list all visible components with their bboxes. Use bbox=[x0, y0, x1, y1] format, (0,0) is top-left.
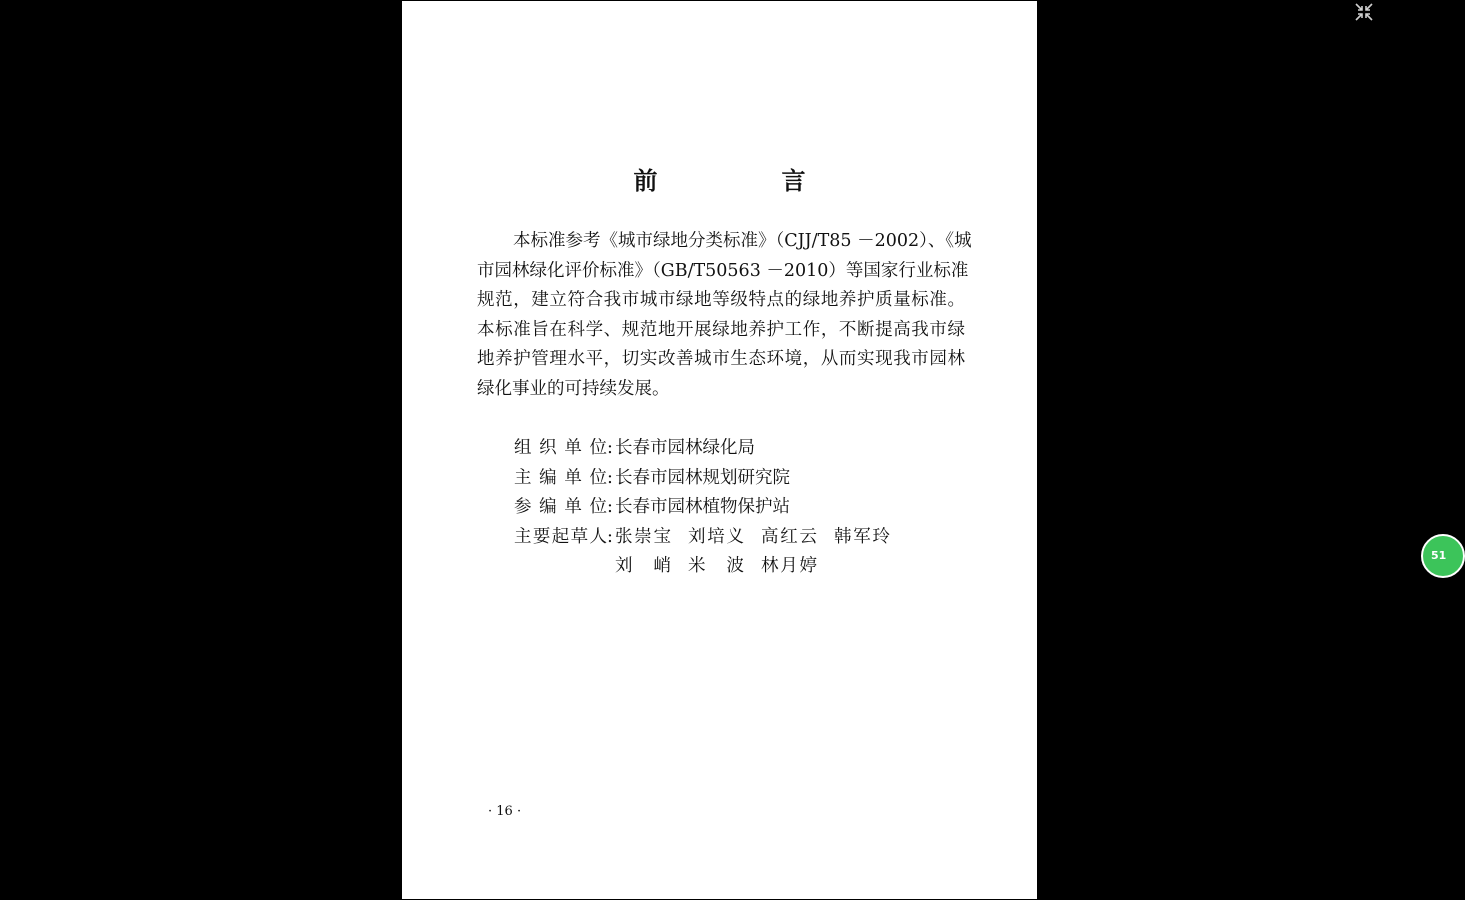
organization-label: 主编单位: bbox=[514, 467, 613, 488]
compress-icon bbox=[1354, 2, 1374, 22]
paragraph-line: 本标准参考《城市绿地分类标准》（CJJ/T85 －2002）、《城 bbox=[513, 231, 972, 251]
organization-value: 长春市园林绿化局 bbox=[615, 438, 755, 458]
document-page bbox=[402, 1, 1037, 899]
organization-label: 参编单位: bbox=[514, 497, 613, 518]
paragraph-line: 市园林绿化评价标准》（GB/T50563 －2010）等国家行业标准 bbox=[477, 260, 969, 281]
organization-value: 长春市园林植物保护站 bbox=[615, 497, 790, 518]
drafter-names bbox=[615, 523, 907, 582]
drafter-name: 刘培义 bbox=[688, 526, 744, 547]
drafter-name: 张崇宝 bbox=[615, 526, 671, 547]
exit-fullscreen-button[interactable] bbox=[1354, 2, 1374, 22]
organization-row bbox=[514, 434, 907, 464]
organization-row bbox=[514, 493, 907, 523]
drafters-row bbox=[514, 523, 907, 582]
organization-label: 组织单位: bbox=[514, 438, 613, 458]
drafter-name: 林月婷 bbox=[761, 556, 817, 577]
organization-row bbox=[514, 464, 907, 494]
drafters-label: 主要起草人: bbox=[514, 526, 613, 547]
drafter-name: 高红云 bbox=[761, 526, 817, 547]
page-title: 前 言 bbox=[633, 166, 856, 195]
preface-paragraph bbox=[477, 227, 972, 405]
paragraph-line: 本标准旨在科学、规范地开展绿地养护工作，不断提高我市绿 bbox=[477, 319, 965, 340]
paragraph-line: 规范，建立符合我市城市绿地等级特点的绿地养护质量标准。 bbox=[477, 290, 965, 311]
organization-list bbox=[514, 434, 907, 582]
paragraph-line: 地养护管理水平，切实改善城市生态环境，从而实现我市园林 bbox=[477, 349, 965, 370]
page-count-badge[interactable]: 51 bbox=[1421, 534, 1465, 578]
organization-value: 长春市园林规划研究院 bbox=[615, 467, 790, 488]
page-number: · 16 · bbox=[488, 804, 522, 819]
drafter-name: 刘 峭 bbox=[615, 556, 671, 577]
drafter-name: 韩军玲 bbox=[834, 526, 890, 547]
paragraph-line: 绿化事业的可持续发展。 bbox=[477, 378, 670, 399]
drafter-name: 米 波 bbox=[688, 556, 744, 577]
